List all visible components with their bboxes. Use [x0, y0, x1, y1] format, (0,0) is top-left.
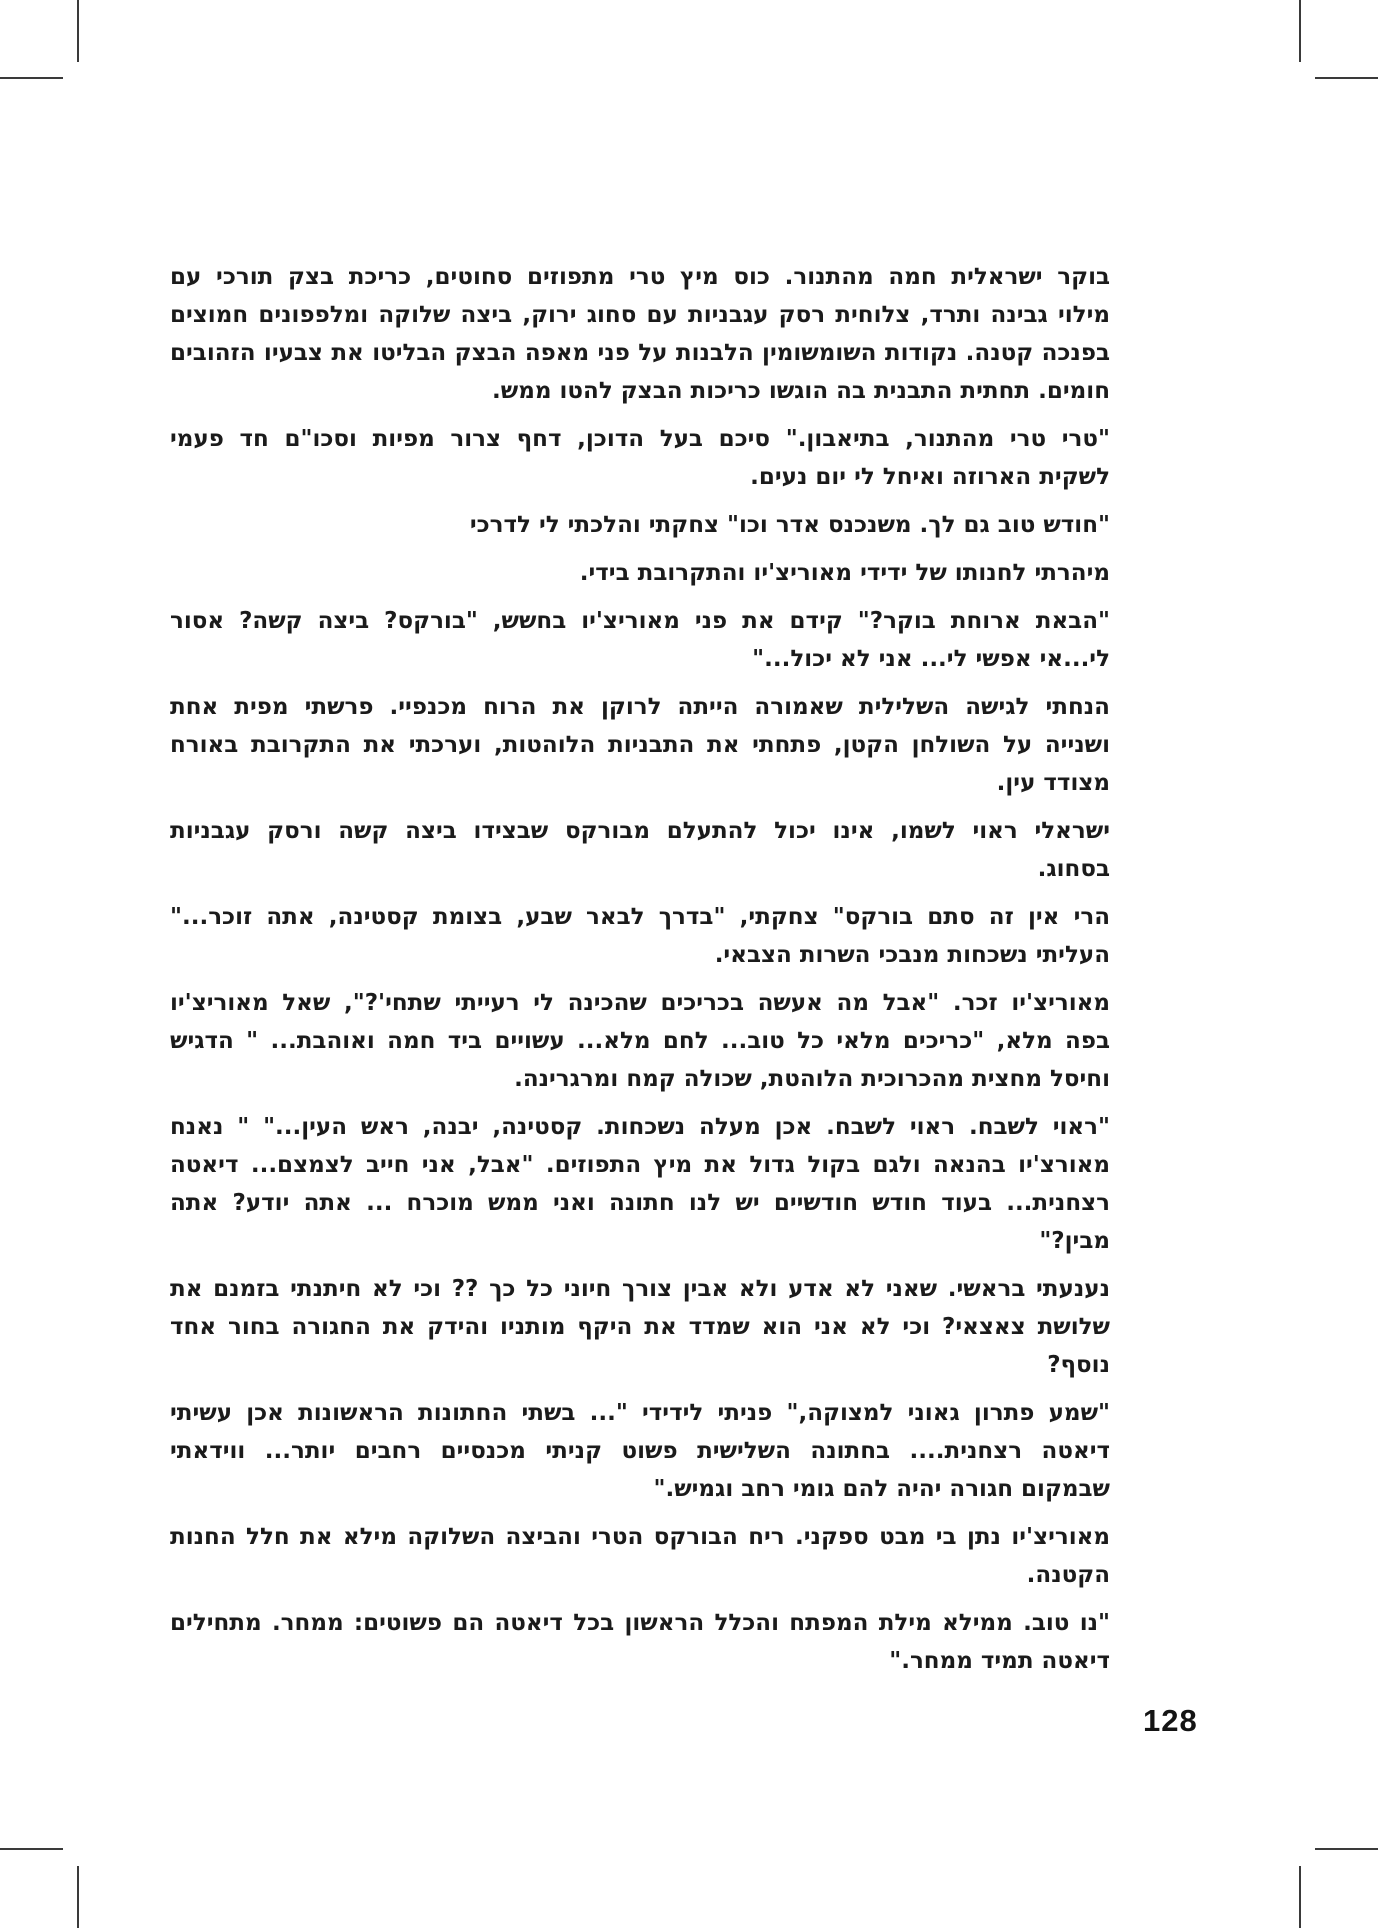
- text-line: "נו טוב. ממילא מילת המפתח והכלל הראשון בכל דיאטה הם פשוטים: ממחר. מתחילים: [170, 1610, 1110, 1636]
- paragraph: [170, 258, 1110, 410]
- text-line: בפנכה קטנה. נקודות השומשומין הלבנות על פני מאפה הבצק הבליטו את צבעיו הזהובים: [170, 340, 1110, 366]
- text-line: העליתי נשכחות מנבכי השרות הצבאי.: [714, 942, 1110, 968]
- text-line: לי...אי אפשי לי... אני לא יכול...": [752, 646, 1110, 672]
- paragraph: [170, 420, 1110, 496]
- paragraph: [170, 602, 1110, 678]
- text-line: בפה מלא, "כריכים מלאי כל טוב... לחם מלא... עשויים ביד חמה ואוהבת... " הדגיש: [170, 1028, 1110, 1054]
- paragraph: [170, 554, 1110, 592]
- text-line: הקטנה.: [1026, 1562, 1110, 1588]
- text-line: מאורצ'יו בהנאה ולגם בקול גדול את מיץ התפוזים. "אבל, אני חייב לצמצם... דיאטה: [170, 1152, 1110, 1178]
- paragraph: [170, 1518, 1110, 1594]
- text-line: נוסף?: [1047, 1352, 1110, 1378]
- text-line: בוקר ישראלית חמה מהתנור. כוס מיץ טרי מתפוזים סחוטים, כריכת בצק תורכי עם: [170, 264, 1110, 290]
- text-line: דיאטה תמיד ממחר.": [889, 1648, 1110, 1674]
- text-line: הנחתי לגישה השלילית שאמורה הייתה לרוקן את הרוח מכנפיי. פרשתי מפית אחת: [170, 694, 1110, 720]
- text-line: שבמקום חגורה יהיה להם גומי רחב וגמיש.": [653, 1476, 1110, 1502]
- paragraph: [170, 984, 1110, 1098]
- crop-mark-top-right-vertical: [1299, 0, 1301, 62]
- text-line: מבין?": [1039, 1228, 1110, 1254]
- page-number: 128: [1143, 1703, 1198, 1738]
- text-line: מילוי גבינה ותרד, צלוחית רסק עגבניות עם סחוג ירוק, ביצה שלוקה ומלפפונים חמוצים: [170, 302, 1110, 328]
- text-line: שלושת צאצאי? וכי לא אני הוא שמדד את היקף מותניו והידק את החגורה בחור אחד: [170, 1314, 1110, 1340]
- text-line: הרי אין זה סתם בורקס" צחקתי, "בדרך לבאר שבע, בצומת קסטינה, אתה זוכר...": [170, 904, 1110, 930]
- paragraph: [170, 1108, 1110, 1260]
- text-line: "שמע פתרון גאוני למצוקה," פניתי לידידי "... בשתי החתונות הראשונות אכן עשיתי: [170, 1400, 1110, 1426]
- text-line: דיאטה רצחנית.... בחתונה השלישית פשוט קניתי מכנסיים רחבים יותר... ווידאתי: [170, 1438, 1110, 1464]
- text-line: מיהרתי לחנותו של ידידי מאוריצ'יו והתקרובת בידי.: [579, 560, 1110, 586]
- text-line: "חודש טוב גם לך. משנכנס אדר וכו" צחקתי והלכתי לי לדרכי: [469, 512, 1110, 538]
- text-line: רצחנית... בעוד חודש חודשיים יש לנו חתונה ואני ממש מוכרח ... אתה יודע? אתה: [170, 1190, 1110, 1216]
- crop-mark-bottom-left-vertical: [77, 1866, 79, 1928]
- crop-mark-top-left-vertical: [77, 0, 79, 62]
- crop-mark-bottom-right-vertical: [1299, 1866, 1301, 1928]
- paragraph: [170, 1604, 1110, 1680]
- text-line: לשקית הארוזה ואיחל לי יום נעים.: [750, 464, 1110, 490]
- paragraph: [170, 688, 1110, 802]
- text-line: מאוריצ'יו זכר. "אבל מה אעשה בכריכים שהכינה לי רעייתי שתחי'?", שאל מאוריצ'יו: [170, 990, 1110, 1016]
- text-line: ושנייה על השולחן הקטן, פתחתי את התבניות הלוהטות, וערכתי את התקרובת באורח: [170, 732, 1110, 758]
- text-line: בסחוג.: [1037, 856, 1110, 882]
- crop-mark-bottom-right-horizontal: [1315, 1848, 1378, 1850]
- crop-mark-top-right-horizontal: [1315, 77, 1378, 79]
- paragraph: [170, 812, 1110, 888]
- text-line: חומים. תחתית התבנית בה הוגשו כריכות הבצק להטו ממש.: [492, 378, 1110, 404]
- text-line: "ראוי לשבח. ראוי לשבח. אכן מעלה נשכחות. קסטינה, יבנה, ראש העין..." " נאנח: [170, 1114, 1110, 1140]
- text-line: "הבאת ארוחת בוקר?" קידם את פני מאוריצ'יו בחשש, "בורקס? ביצה קשה? אסור: [170, 608, 1110, 634]
- paragraph: [170, 1270, 1110, 1384]
- crop-mark-top-left-horizontal: [0, 77, 63, 79]
- text-line: "טרי טרי מהתנור, בתיאבון." סיכם בעל הדוכן, דחף צרור מפיות וסכו"ם חד פעמי: [170, 426, 1110, 452]
- paragraph: [170, 1394, 1110, 1508]
- paragraph: [170, 506, 1110, 544]
- text-line: מצודד עין.: [996, 770, 1110, 796]
- text-line: נענעתי בראשי. שאני לא אדע ולא אבין צורך חיוני כל כך ?? וכי לא חיתנתי בזמנם את: [170, 1276, 1110, 1302]
- text-line: ישראלי ראוי לשמו, אינו יכול להתעלם מבורקס שבצידו ביצה קשה ורסק עגבניות: [170, 818, 1110, 844]
- text-block: [170, 258, 1110, 1690]
- crop-mark-bottom-left-horizontal: [0, 1848, 63, 1850]
- text-line: וחיסל מחצית מהכרוכית הלוהטת, שכולה קמח ומרגרינה.: [514, 1066, 1110, 1092]
- paragraph: [170, 898, 1110, 974]
- text-line: מאוריצ'יו נתן בי מבט ספקני. ריח הבורקס הטרי והביצה השלוקה מילא את חלל החנות: [170, 1524, 1110, 1550]
